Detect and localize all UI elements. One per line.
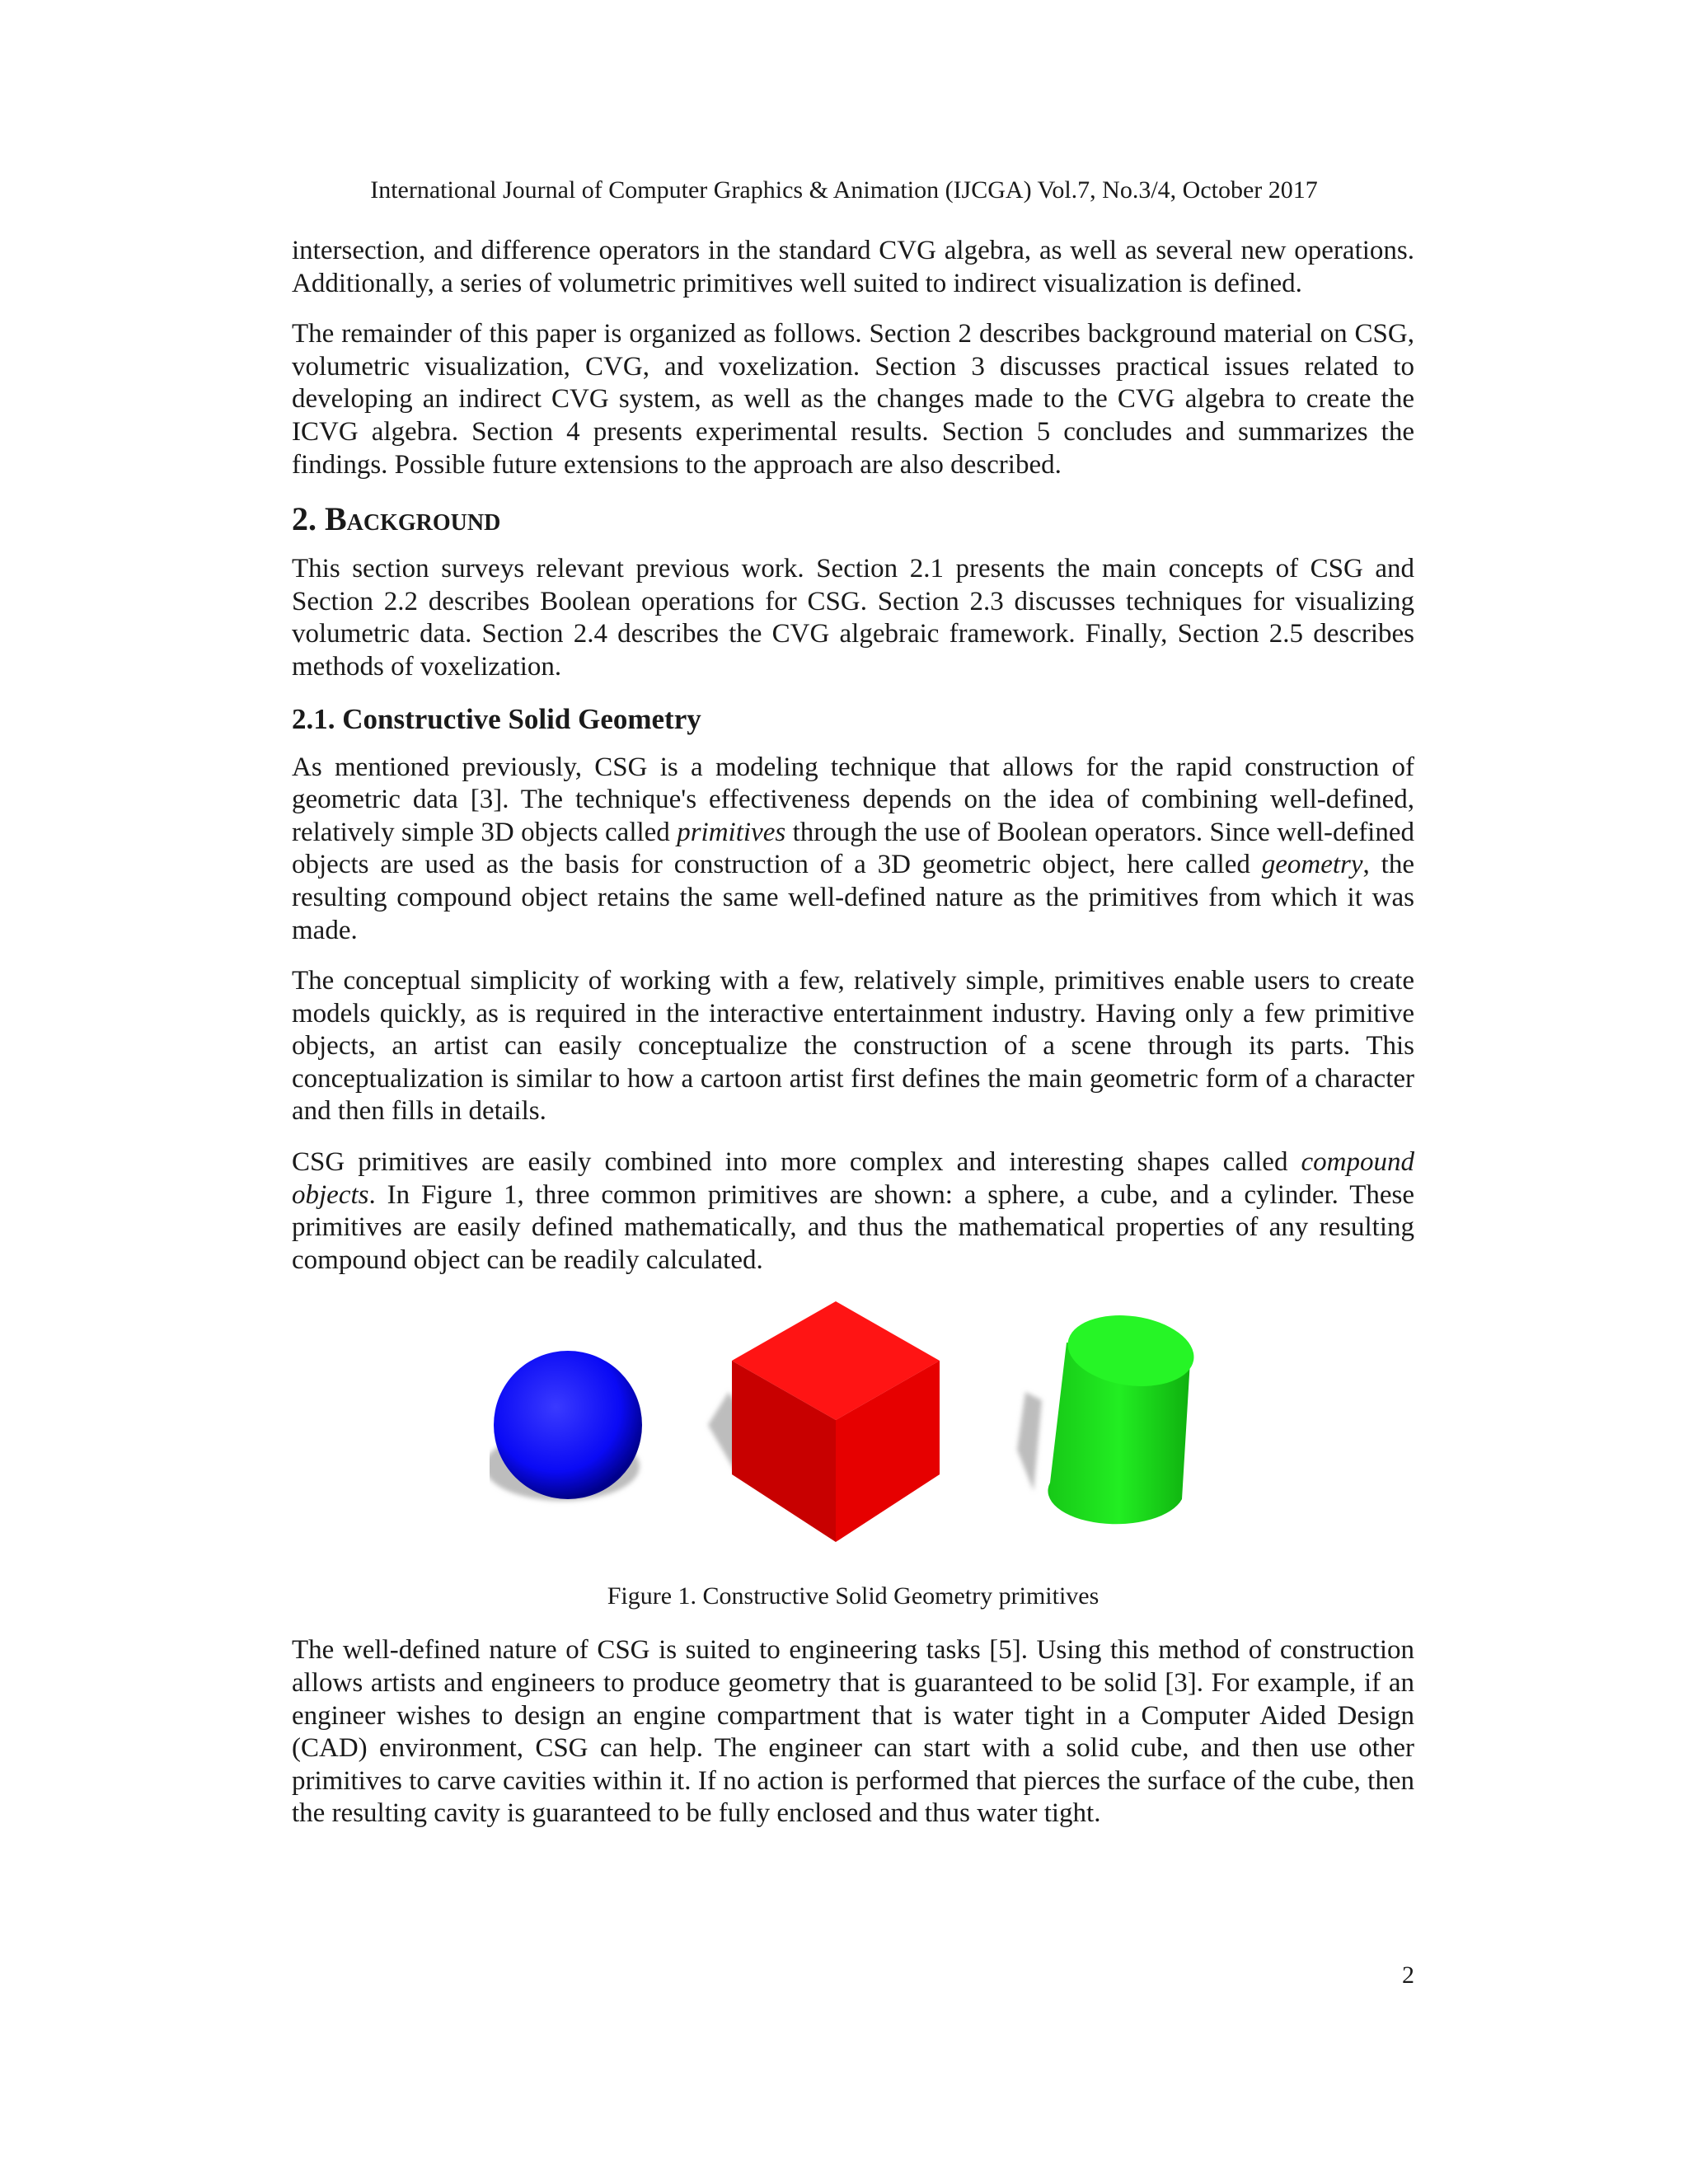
text-run: CSG primitives are easily combined into more complex and interesting shapes called	[292, 1147, 1301, 1178]
section-title: Background	[325, 500, 501, 538]
text-run: . In Figure 1, three common primitives are shown: a sphere, a cube, and a cylinder. These primitives are easily defined mathematically, and thus the mathematical properties of any resulting compound object can be readily calculated.	[292, 1179, 1414, 1275]
text-run: , the resulting compound object retains the same well-defined nature as the primitives from which it was made.	[292, 850, 1414, 945]
figure-caption: Figure 1. Constructive Solid Geometry primitives	[607, 1582, 1100, 1610]
text-run: through the use of Boolean operators. Since well-defined objects are used as the basis for construction of a 3D geometric object, here called	[292, 817, 1414, 880]
emphasis-compound-objects: compound objects	[292, 1147, 1414, 1210]
paragraph-csg-definition	[292, 752, 1414, 948]
page-number: 2	[1402, 1961, 1414, 1989]
paragraph-section-survey: This section surveys relevant previous work. Section 2.1 presents the main concepts of CSG and Section 2.2 describes Boolean operations for CSG. Section 2.3 discusses techniques for visualizing volumetric data. Section 2.4 describes the CVG algebraic framework. Finally, Section 2.5 describes methods of voxelization.	[292, 554, 1414, 682]
sphere-primitive	[490, 1351, 642, 1501]
subsection-heading-csg: 2.1. Constructive Solid Geometry	[292, 702, 701, 735]
paragraph-paper-organization: The remainder of this paper is organized as follows. Section 2 describes background material on CSG, volumetric visualization, CVG, and voxelization. Section 3 discusses practical issues related to developing an indirect CVG system, as well as the changes made to the CVG algebra to create the ICVG algebra. Section 4 presents experimental results. Section 5 concludes and summarizes the findings. Possible future extensions to the approach are also described.	[292, 319, 1414, 480]
paragraph-intro-continued: intersection, and difference operators in the standard CVG algebra, as well as several new operations. Additionally, a series of volumetric primitives well suited to indirect visualization is defined.	[292, 236, 1414, 298]
running-header: International Journal of Computer Graphics & Animation (IJCGA) Vol.7, No.3/4, October 2017	[370, 176, 1318, 204]
cylinder-primitive	[1017, 1308, 1198, 1525]
text-run: As mentioned previously, CSG is a modeling technique that allows for the rapid construction of geometric data [3]. The technique's effectiveness depends on the idea of combining well-defined, relatively simple 3D objects called	[292, 752, 1414, 847]
emphasis-geometry: geometry	[1261, 850, 1363, 880]
figure-1-primitives	[292, 1301, 1414, 1582]
section-heading-background	[292, 499, 1414, 539]
paragraph-compound-objects	[292, 1146, 1414, 1277]
paragraph-engineering-tasks: The well-defined nature of CSG is suited to engineering tasks [5]. Using this method of construction allows artists and engineers to produce geometry that is guaranteed to be solid [3]. For example, if an engineer wishes to design an engine compartment that is water tight in a Computer Aided Design (CAD) environment, CSG can help. The engineer can start with a solid cube, and then use other primitives to carve cavities within it. If no action is performed that pierces the surface of the cube, then the resulting cavity is guaranteed to be fully enclosed and thus water tight.	[292, 1635, 1414, 1829]
emphasis-primitives: primitives	[677, 817, 786, 847]
cylinder-shadow	[1017, 1392, 1042, 1491]
main-content	[292, 235, 1414, 1849]
section-number: 2.	[292, 500, 316, 538]
figure-1-image	[490, 1301, 1215, 1573]
paragraph-conceptual-simplicity: The conceptual simplicity of working with a few, relatively simple, primitives enable users to create models quickly, as is required in the interactive entertainment industry. Having only a few primitive objects, an artist can easily conceptualize the construction of a scene through its parts. This conceptualization is similar to how a cartoon artist first defines the main geometric form of a character and then fills in details.	[292, 966, 1414, 1127]
cube-primitive	[708, 1301, 940, 1542]
sphere-body	[494, 1351, 642, 1499]
